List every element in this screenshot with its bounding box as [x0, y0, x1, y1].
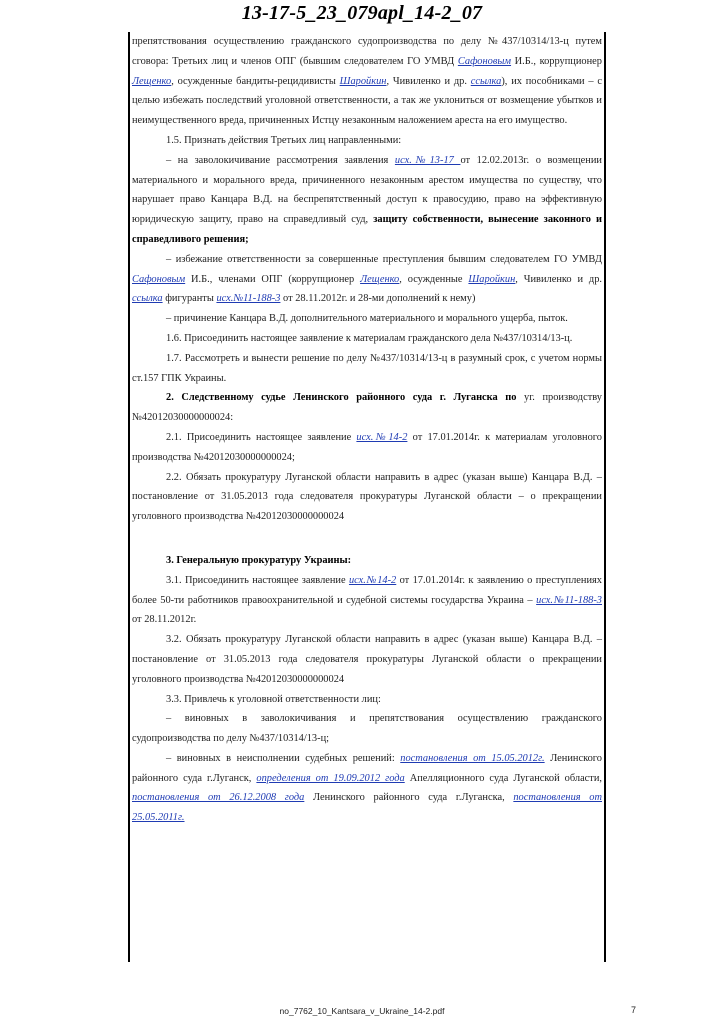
link-leshchenko[interactable]: Лещенко — [132, 75, 172, 87]
link-ssylka[interactable]: ссылка — [470, 75, 502, 87]
text-run: , Чивиленко и др. — [515, 273, 603, 285]
text-run: , осужденные бандиты-рецидивисты — [171, 75, 340, 87]
text-run: , осужденные — [399, 273, 469, 285]
paragraph — [132, 630, 602, 689]
link-safonov[interactable]: Сафоновым — [457, 55, 512, 67]
paragraph — [132, 428, 602, 468]
link-ruling-2012-05-15[interactable]: постановления от 15.05.2012г. — [400, 752, 545, 764]
text-run: Апелляционного суда Луганской области, — [404, 772, 602, 784]
document-body — [128, 32, 606, 962]
text-run: от 17.01.2014г. к заявлению о преступлениях более 50-ти работников правоохранительной и судебной системы государства Украина – — [132, 574, 602, 606]
link-ruling-2008-12-26[interactable]: постановления от 26.12.2008 года — [132, 792, 305, 804]
link-safonov[interactable]: Сафоновым — [132, 273, 186, 285]
paragraph — [132, 709, 602, 749]
text-run: от 28.11.2012г. — [132, 614, 197, 626]
text-run: 3.1. Присоединить настоящее заявление — [166, 574, 349, 586]
link-ref-11-188-3[interactable]: исх.№11-188-3 — [216, 293, 281, 305]
paragraph — [132, 690, 602, 710]
text-run: , Чивиленко и др. — [386, 75, 471, 87]
bold-text: защиту собственности, вынесение законного и справедливого решения; — [132, 214, 602, 245]
text-run: – избежание ответственности за совершенные преступления бывшим следователем ГО УМВД — [166, 253, 602, 265]
link-ref-13-17[interactable]: исх.№13-17 — [394, 154, 461, 166]
text-run: 2.2. Обязать прокуратуру Луганской области направить в адрес (указан выше) Канцара В.Д. – постановление от 31.05.2013 года следователя прокуратуры Луганской области – о прекращении уголовного производства №42012030000000024 — [132, 471, 602, 523]
paragraph — [132, 32, 602, 131]
link-sharoikin[interactable]: Шаройкин — [339, 75, 387, 87]
section-heading — [132, 551, 602, 571]
paragraph — [132, 151, 602, 250]
link-sharoikin[interactable]: Шаройкин — [468, 273, 516, 285]
bold-text: 3. Генеральную прокуратуру Украины: — [166, 554, 352, 566]
paragraph — [132, 250, 602, 309]
link-ruling-2011-05-25[interactable]: постановления от 25.05.2011г. — [132, 792, 602, 824]
text-run: 2.1. Присоединить настоящее заявление — [166, 431, 357, 443]
paragraph — [132, 329, 602, 349]
link-ref-14-2[interactable]: исх.№14-2 — [348, 574, 397, 586]
section-heading — [132, 388, 602, 428]
text-run: 3.3. Привлечь к уголовной ответственности лиц: — [166, 693, 381, 705]
text-run: И.Б., коррупционер — [511, 55, 602, 67]
text-run: – виновных в неисполнении судебных решений: — [166, 752, 401, 764]
text-run: 3.2. Обязать прокуратуру Луганской области направить в адрес (указан выше) Канцара В.Д. – постановление от 31.05.2013 года следователя прокуратуры Луганской области о прекращении уголовного производства №42012030000000024 — [132, 634, 602, 685]
link-ref-14-2[interactable]: исх.№14-2 — [356, 431, 408, 443]
footer-filename: no_7762_10_Kantsara_v_Ukraine_14-2.pdf — [279, 1006, 445, 1016]
text-run: от 28.11.2012г. и 28-ми дополнений к нему) — [280, 293, 476, 305]
paragraph — [132, 131, 602, 151]
text-run: препятствования осуществлению гражданского судопроизводства по делу №437/10314/13-ц путем сговора: Третьих лиц и членов ОПГ (бывшим следователем ГО УМВД — [132, 36, 602, 67]
text-run: И.Б., членами ОПГ (коррупционер — [185, 273, 361, 285]
text-run: 1.5. Признать действия Третьих лиц направленными: — [166, 134, 402, 146]
page-title: 13-17-5_23_079apl_14-2_07 — [241, 2, 483, 24]
paragraph — [132, 349, 602, 389]
page-number: 7 — [631, 1005, 637, 1015]
text-run: уг. производству №42012030000000024: — [132, 392, 602, 424]
text-run: – виновных в заволокичивания и препятствования осуществлению гражданского судопроизводства по делу №437/10314/13-ц; — [132, 713, 602, 745]
link-leshchenko[interactable]: Лещенко — [360, 273, 400, 285]
text-run: фигуранты — [162, 293, 217, 305]
text-run: – причинение Канцара В.Д. дополнительного материального и морального ущерба, пыток. — [166, 313, 568, 325]
text-run: Ленинского районного суда г.Луганска, — [304, 792, 514, 804]
paragraph — [132, 309, 602, 329]
link-ruling-2012-09-19[interactable]: определения от 19.09.2012 года — [256, 772, 405, 784]
link-ssylka[interactable]: ссылка — [132, 293, 163, 305]
paragraph — [132, 749, 602, 828]
text-run: от 12.02.2013г. о возмещении материального и морального вреда, причиненного незаконным арестом имущества по существу, что нарушает право Канцара В.Д. на беспрепятственный доступ к правосудию, право на эффективную юридическую защиту, право на справедливый суд, — [132, 154, 602, 226]
paragraph — [132, 468, 602, 527]
text-run: 1.7. Рассмотреть и вынести решение по делу №437/10314/13-ц в разумный срок, с учетом нормы ст.157 ГПК Украины. — [132, 352, 602, 384]
link-ref-11-188-3[interactable]: исх.№11-188-3 — [536, 594, 602, 606]
paragraph — [132, 571, 602, 630]
text-run: Ленинского районного суда г.Луганск, — [132, 752, 602, 784]
text-run: – на заволокичивание рассмотрения заявления — [166, 154, 395, 166]
text-run: 1.6. Присоединить настоящее заявление к материалам гражданского дела №437/10314/13-ц. — [166, 332, 573, 344]
spacer — [132, 527, 602, 551]
bold-text: 2. Следственному судье Ленинского районного суда г. Луганска по — [166, 392, 517, 404]
text-run: от 17.01.2014г. к материалам уголовного производства №42012030000000024; — [132, 431, 602, 463]
text-run: ), их пособниками – с целью избежать последствий уголовной ответственности, а так же уклониться от возмещение убытков и неимущественного вреда, причиненных Истцу незаконным наложением ареста на его имущество. — [132, 75, 603, 127]
